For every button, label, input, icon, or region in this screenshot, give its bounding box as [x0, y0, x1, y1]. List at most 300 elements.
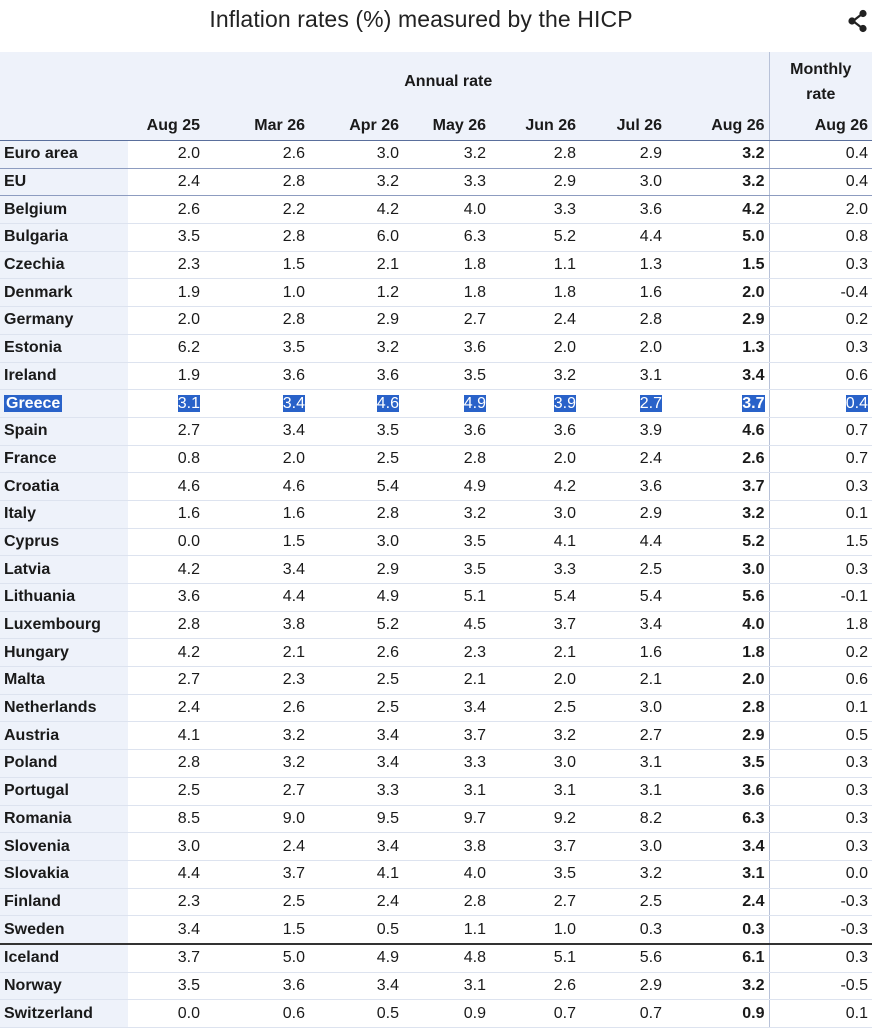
rate-value: 2.5 [282, 892, 305, 910]
rate-value: 3.7 [553, 616, 576, 634]
table-row [0, 307, 872, 335]
country-cell [0, 307, 128, 335]
country-name: Denmark [4, 283, 73, 301]
country-cell [0, 972, 128, 1000]
rate-value: 1.8 [845, 616, 869, 634]
rate-value: 5.1 [463, 588, 486, 606]
monthly-rate-cell [769, 694, 872, 722]
rate-value: 3.0 [639, 173, 662, 191]
rate-value: 6.2 [177, 339, 200, 357]
rate-value: 1.6 [639, 643, 662, 661]
rate-value: 3.2 [376, 339, 399, 357]
country-cell [0, 694, 128, 722]
table-row [0, 639, 872, 667]
table-row [0, 972, 872, 1000]
country-column-header [0, 112, 128, 141]
rate-value: 0.4 [845, 394, 869, 412]
rate-value: 1.6 [282, 505, 305, 523]
annual-rate-cell [580, 944, 666, 972]
country-cell [0, 750, 128, 778]
table-row [0, 417, 872, 445]
table-row [0, 528, 872, 556]
annual-rate-cell [403, 500, 490, 528]
rate-value: 4.0 [463, 200, 486, 218]
annual-rate-cell [403, 667, 490, 695]
annual-rate-cell [128, 224, 204, 252]
country-name: Austria [4, 726, 60, 744]
annual-rate-cell [309, 805, 403, 833]
rate-value: 3.1 [742, 865, 765, 883]
annual-rate-cell [128, 362, 204, 390]
annual-rate-cell [204, 473, 309, 501]
rate-value: 2.0 [742, 283, 765, 301]
rate-value: 2.9 [639, 145, 662, 163]
rate-value: 3.2 [742, 173, 765, 191]
rate-value: 4.0 [463, 865, 486, 883]
rate-value: 4.6 [376, 394, 399, 412]
rate-value: 3.2 [742, 145, 765, 163]
monthly-rate-cell [769, 500, 872, 528]
table-row [0, 334, 872, 362]
rate-value: 1.9 [177, 283, 200, 301]
rate-value: 3.3 [376, 782, 399, 800]
annual-rate-cell [309, 334, 403, 362]
rate-value: 3.0 [553, 505, 576, 523]
monthly-rate-cell [769, 251, 872, 279]
rate-value: 5.2 [742, 532, 765, 550]
annual-rate-cell [403, 528, 490, 556]
rate-value: 2.9 [376, 311, 399, 329]
annual-rate-cell [128, 722, 204, 750]
country-cell [0, 500, 128, 528]
monthly-rate-cell [769, 722, 872, 750]
rate-value: 2.8 [553, 145, 576, 163]
rate-value: 0.9 [463, 1004, 486, 1022]
annual-rate-cell [490, 777, 580, 805]
country-name: Slovenia [4, 837, 70, 855]
annual-rate-cell [490, 694, 580, 722]
country-name: France [4, 449, 57, 467]
annual-rate-cell [309, 972, 403, 1000]
rate-value: 5.4 [639, 588, 662, 606]
rate-value: 3.6 [282, 976, 305, 994]
rate-value: 3.2 [742, 505, 765, 523]
country-cell [0, 251, 128, 279]
share-icon[interactable] [845, 8, 871, 34]
annual-rate-cell [128, 944, 204, 972]
rate-value: 3.3 [553, 200, 576, 218]
monthly-rate-header [769, 52, 872, 112]
rate-value: 0.3 [845, 477, 869, 495]
rate-value: 2.1 [553, 643, 576, 661]
rate-value: 0.2 [845, 643, 869, 661]
rate-value: 1.9 [177, 366, 200, 384]
rate-value: 2.8 [463, 449, 486, 467]
rate-value: 3.1 [639, 782, 662, 800]
rate-value: 0.3 [845, 949, 869, 967]
rate-value: 2.5 [376, 449, 399, 467]
annual-rate-cell [309, 141, 403, 169]
annual-rate-cell [128, 805, 204, 833]
rate-value: -0.3 [840, 892, 869, 910]
annual-rate-cell [204, 584, 309, 612]
annual-rate-cell [490, 279, 580, 307]
rate-value: 2.5 [376, 671, 399, 689]
rate-value: -0.4 [840, 283, 869, 301]
table-row [0, 362, 872, 390]
annual-rate-cell [403, 944, 490, 972]
country-name: Czechia [4, 256, 65, 274]
rate-value: 3.4 [463, 699, 486, 717]
annual-rate-cell [580, 334, 666, 362]
monthly-rate-cell [769, 141, 872, 169]
country-cell [0, 417, 128, 445]
rate-value: 3.3 [463, 173, 486, 191]
annual-rate-cell [309, 694, 403, 722]
monthly-rate-header-line2: rate [806, 86, 836, 103]
annual-rate-cell [490, 417, 580, 445]
monthly-rate-header-line1: Monthly [790, 61, 852, 78]
rate-value: 2.1 [639, 671, 662, 689]
rate-value: 3.1 [553, 782, 576, 800]
country-name: Luxembourg [4, 616, 101, 634]
annual-rate-cell [403, 390, 490, 418]
rate-value: 2.9 [742, 311, 765, 329]
annual-rate-cell [309, 860, 403, 888]
country-cell [0, 334, 128, 362]
annual-rate-cell [666, 750, 769, 778]
annual-rate-cell [128, 916, 204, 944]
annual-rate-cell [490, 168, 580, 196]
rate-value: 3.5 [463, 532, 486, 550]
annual-rate-cell [403, 860, 490, 888]
annual-rate-cell [128, 639, 204, 667]
country-name: Romania [4, 809, 72, 827]
annual-rate-cell [204, 390, 309, 418]
rate-value: 5.0 [742, 228, 765, 246]
rate-value: 4.4 [639, 532, 662, 550]
country-name: Slovakia [4, 865, 69, 883]
rate-value: 0.4 [845, 145, 869, 163]
rate-value: 1.8 [463, 256, 486, 274]
rate-value: 2.2 [282, 200, 305, 218]
table-row [0, 196, 872, 224]
rate-value: 2.6 [282, 699, 305, 717]
annual-rate-cell [666, 279, 769, 307]
country-name: Belgium [4, 200, 68, 218]
annual-rate-cell [403, 473, 490, 501]
rate-value: 4.2 [742, 200, 765, 218]
table-row [0, 944, 872, 972]
annual-rate-cell [580, 694, 666, 722]
annual-rate-cell [580, 528, 666, 556]
country-cell [0, 888, 128, 916]
rate-value: 0.1 [845, 505, 869, 523]
rate-value: 1.6 [177, 505, 200, 523]
monthly-rate-cell [769, 196, 872, 224]
annual-rate-cell [490, 750, 580, 778]
annual-rate-cell [204, 334, 309, 362]
monthly-rate-cell [769, 860, 872, 888]
rate-value: 2.7 [177, 422, 200, 440]
annual-rate-cell [403, 694, 490, 722]
rate-value: 2.0 [742, 671, 765, 689]
rate-value: 2.4 [553, 311, 576, 329]
annual-rate-cell [128, 777, 204, 805]
monthly-rate-cell [769, 750, 872, 778]
annual-rate-cell [309, 362, 403, 390]
rate-value: 4.1 [177, 726, 200, 744]
annual-rate-cell [666, 694, 769, 722]
annual-rate-cell [490, 833, 580, 861]
annual-rate-cell [490, 390, 580, 418]
rate-value: 0.5 [376, 920, 399, 938]
rate-value: 0.7 [639, 1004, 662, 1022]
rate-value: 4.9 [376, 949, 399, 967]
rate-value: 3.4 [742, 837, 765, 855]
rate-value: 0.6 [282, 1004, 305, 1022]
page-title: Inflation rates (%) measured by the HICP [209, 6, 633, 32]
country-cell [0, 445, 128, 473]
annual-rate-cell [403, 362, 490, 390]
rate-value: 4.2 [553, 477, 576, 495]
annual-rate-cell [204, 556, 309, 584]
rate-value: 9.5 [376, 809, 399, 827]
rate-value: 2.4 [177, 699, 200, 717]
rate-value: 3.2 [282, 754, 305, 772]
annual-rate-cell [128, 196, 204, 224]
rate-value: 0.5 [376, 1004, 399, 1022]
country-name: Latvia [4, 560, 51, 578]
country-cell [0, 168, 128, 196]
annual-rate-cell [666, 860, 769, 888]
country-name: Portugal [4, 782, 69, 800]
rate-value: 2.7 [177, 671, 200, 689]
hicp-table [0, 52, 872, 1028]
annual-rate-cell [666, 224, 769, 252]
annual-rate-cell [204, 916, 309, 944]
annual-rate-cell [204, 860, 309, 888]
rate-value: 2.0 [553, 671, 576, 689]
annual-rate-cell [666, 833, 769, 861]
country-name: Croatia [4, 477, 60, 495]
rate-value: 3.6 [463, 422, 486, 440]
country-name: Sweden [4, 920, 65, 938]
annual-rate-cell [309, 722, 403, 750]
annual-rate-cell [403, 584, 490, 612]
country-name: EU [4, 173, 27, 191]
annual-rate-cell [666, 639, 769, 667]
rate-value: 1.5 [845, 532, 869, 550]
monthly-rate-cell [769, 611, 872, 639]
rate-value: 2.9 [742, 726, 765, 744]
rate-value: 0.2 [845, 311, 869, 329]
monthly-rate-cell [769, 224, 872, 252]
country-cell [0, 362, 128, 390]
annual-rate-cell [666, 307, 769, 335]
annual-rate-cell [580, 473, 666, 501]
annual-rate-cell [403, 888, 490, 916]
rate-value: 3.2 [376, 173, 399, 191]
table-row [0, 833, 872, 861]
country-name: Spain [4, 422, 48, 440]
rate-value: 3.7 [177, 949, 200, 967]
monthly-rate-cell [769, 528, 872, 556]
annual-rate-cell [204, 805, 309, 833]
rate-value: 3.8 [463, 837, 486, 855]
rate-value: 3.0 [376, 145, 399, 163]
annual-rate-cell [204, 224, 309, 252]
annual-rate-cell [204, 694, 309, 722]
rate-value: 3.1 [639, 754, 662, 772]
annual-rate-cell [403, 722, 490, 750]
annual-rate-cell [490, 473, 580, 501]
rate-value: -0.5 [840, 976, 869, 994]
rate-value: 3.0 [742, 560, 765, 578]
annual-rate-cell [666, 334, 769, 362]
rate-value: 2.9 [553, 173, 576, 191]
country-name: Bulgaria [4, 228, 69, 246]
rate-value: 3.6 [639, 477, 662, 495]
rate-value: 4.6 [177, 477, 200, 495]
annual-rate-cell [403, 417, 490, 445]
rate-value: 2.0 [553, 339, 576, 357]
table-row [0, 390, 872, 418]
rate-value: 0.3 [845, 256, 869, 274]
annual-rate-cell [490, 888, 580, 916]
annual-rate-cell [666, 251, 769, 279]
rate-value: 0.3 [845, 754, 869, 772]
annual-rate-cell [309, 307, 403, 335]
annual-rate-cell [580, 168, 666, 196]
rate-value: 1.5 [282, 256, 305, 274]
rate-value: 4.2 [177, 643, 200, 661]
rate-value: 2.8 [742, 699, 765, 717]
rate-value: 0.8 [177, 449, 200, 467]
rate-value: 3.2 [742, 976, 765, 994]
rate-value: 1.5 [282, 920, 305, 938]
annual-rate-cell [666, 196, 769, 224]
rate-value: 4.8 [463, 949, 486, 967]
annual-rate-cell [309, 196, 403, 224]
monthly-rate-cell [769, 833, 872, 861]
rate-value: 1.8 [463, 283, 486, 301]
rate-value: 2.8 [282, 228, 305, 246]
rate-value: 8.2 [639, 809, 662, 827]
rate-value: 5.1 [553, 949, 576, 967]
rate-value: 3.6 [282, 366, 305, 384]
annual-rate-cell [128, 888, 204, 916]
annual-rate-cell [580, 860, 666, 888]
table-row [0, 888, 872, 916]
rate-value: 3.4 [742, 366, 765, 384]
annual-rate-cell [204, 888, 309, 916]
country-cell [0, 860, 128, 888]
rate-value: 2.8 [282, 173, 305, 191]
rate-value: 0.3 [742, 920, 765, 938]
annual-rate-cell [490, 944, 580, 972]
annual-rate-cell [204, 307, 309, 335]
annual-rate-cell [580, 722, 666, 750]
rate-value: 2.0 [177, 311, 200, 329]
rate-value: 5.0 [282, 949, 305, 967]
rate-value: 3.7 [742, 394, 765, 412]
country-name: Iceland [4, 949, 60, 967]
annual-rate-cell [403, 833, 490, 861]
table-row [0, 694, 872, 722]
rate-value: 0.5 [845, 726, 869, 744]
monthly-rate-cell [769, 944, 872, 972]
annual-rate-cell [666, 390, 769, 418]
rate-value: 0.9 [742, 1004, 765, 1022]
title-bar [0, 0, 880, 52]
rate-value: 3.2 [282, 726, 305, 744]
annual-rate-cell [204, 750, 309, 778]
rate-value: 5.6 [742, 588, 765, 606]
country-cell [0, 777, 128, 805]
rate-value: 6.0 [376, 228, 399, 246]
annual-rate-cell [309, 473, 403, 501]
annual-rate-cell [580, 362, 666, 390]
rate-value: 0.3 [845, 782, 869, 800]
rate-value: 2.5 [639, 560, 662, 578]
rate-value: 2.0 [639, 339, 662, 357]
rate-value: 3.4 [282, 394, 305, 412]
table-row [0, 168, 872, 196]
annual-rate-cell [403, 556, 490, 584]
rate-value: 4.0 [742, 616, 765, 634]
annual-rate-cell [403, 334, 490, 362]
period-header-row [0, 112, 872, 141]
country-cell [0, 805, 128, 833]
country-cell [0, 944, 128, 972]
rate-value: 2.5 [639, 892, 662, 910]
annual-rate-cell [580, 251, 666, 279]
annual-rate-cell [128, 473, 204, 501]
annual-rate-cell [204, 722, 309, 750]
annual-rate-cell [580, 307, 666, 335]
annual-rate-cell [309, 528, 403, 556]
rate-value: 3.4 [376, 837, 399, 855]
annual-rate-cell [128, 307, 204, 335]
table-row [0, 556, 872, 584]
annual-rate-cell [403, 141, 490, 169]
annual-rate-cell [666, 888, 769, 916]
period-header-1: Mar 26 [204, 112, 309, 141]
rate-value: 1.8 [742, 643, 765, 661]
annual-rate-cell [128, 251, 204, 279]
annual-rate-cell [128, 500, 204, 528]
rate-value: 2.0 [553, 449, 576, 467]
rate-value: 5.4 [376, 477, 399, 495]
annual-rate-cell [204, 972, 309, 1000]
rate-value: 6.1 [742, 949, 765, 967]
monthly-rate-cell [769, 473, 872, 501]
annual-rate-cell [580, 833, 666, 861]
rate-value: 4.9 [463, 394, 486, 412]
annual-rate-cell [490, 805, 580, 833]
annual-rate-cell [403, 805, 490, 833]
rate-value: 5.4 [553, 588, 576, 606]
country-name: Italy [4, 505, 37, 523]
annual-rate-cell [666, 528, 769, 556]
rate-value: 8.5 [177, 809, 200, 827]
rate-value: 3.9 [553, 394, 576, 412]
annual-rate-cell [490, 556, 580, 584]
rate-value: 4.1 [553, 532, 576, 550]
monthly-rate-cell [769, 362, 872, 390]
annual-rate-cell [666, 500, 769, 528]
